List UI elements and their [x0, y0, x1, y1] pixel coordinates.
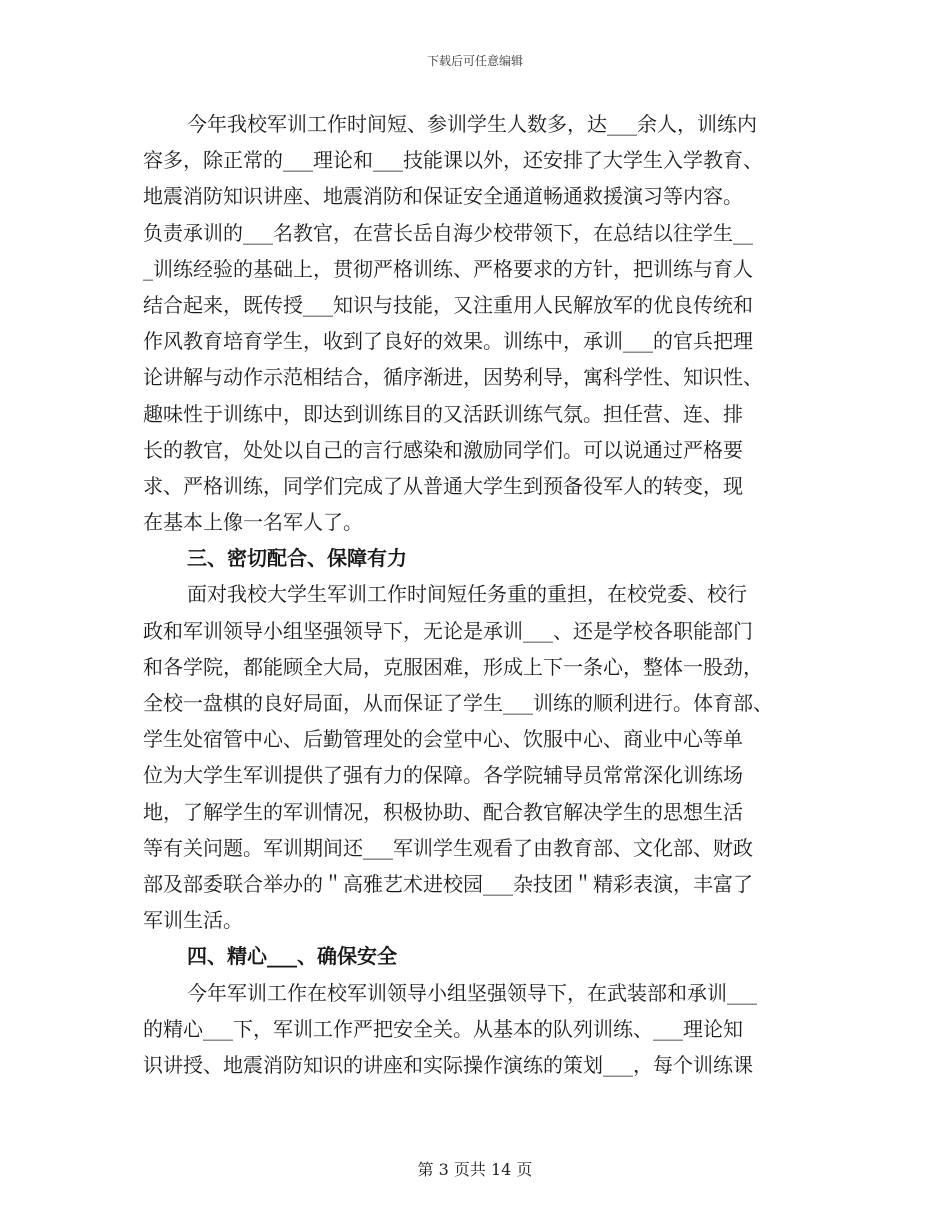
text-line: 位为大学生军训提供了强有力的保障。各学院辅导员常常深化训练场: [143, 763, 743, 788]
text-line: 结合起来，既传授___知识与技能，又注重用人民解放军的优良传统和: [143, 292, 753, 317]
text-line: 在基本上像一名军人了。: [143, 510, 363, 535]
paragraph-1: [143, 106, 823, 540]
text-line: 面对我校大学生军训工作时间短任务重的重担，在校党委、校行: [187, 582, 747, 607]
section-heading: 三、密切配合、保障有力: [187, 546, 407, 571]
text-line: 论讲解与动作示范相结合，循序渐进，因势利导，寓科学性、知识性、: [143, 365, 763, 390]
paragraph-3: [143, 975, 823, 1084]
text-line: 政和军训领导小组坚强领导下，无论是承训___、还是学校各职能部门: [143, 618, 753, 643]
text-line: 识讲授、地震消防知识的讲座和实际操作演练的策划___，每个训练课: [143, 1052, 753, 1077]
text-line: 军训生活。: [143, 908, 243, 933]
section-heading: 四、精心___、确保安全: [187, 944, 397, 969]
document-body: [143, 106, 823, 1083]
text-line: 等有关问题。军训期间还___军训学生观看了由教育部、文化部、财政: [143, 835, 753, 860]
text-line: 长的教官，处处以自己的言行感染和激励同学们。可以说通过严格要: [143, 437, 743, 462]
text-line: 容多，除正常的___理论和___技能课以外，还安排了大学生入学教育、: [143, 148, 763, 173]
page-header: 下载后可任意编辑: [426, 54, 523, 68]
text-line: 今年我校军训工作时间短、参训学生人数多，达___余人，训练内: [187, 112, 757, 136]
page-number: 第 3 页共 14 页: [417, 1160, 533, 1179]
text-line: 学生处宿管中心、后勤管理处的会堂中心、饮服中心、商业中心等单: [143, 727, 743, 752]
text-line: 部及部委联合举办的＂高雅艺术进校园___杂技团＂精彩表演，丰富了: [143, 871, 753, 896]
text-line: 负责承训的___名教官，在营长岳自海少校带领下，在总结以往学生__: [143, 220, 753, 245]
text-line: 和各学院，都能顾全大局，克服困难，形成上下一条心，整体一股劲，: [143, 654, 763, 679]
text-line: 作风教育培育学生，收到了良好的效果。训练中，承训___的官兵把理: [143, 329, 753, 354]
text-line: _训练经验的基础上，贯彻严格训练、严格要求的方针，把训练与育人: [143, 256, 753, 281]
text-line: 地震消防知识讲座、地震消防和保证安全通道畅通救援演习等内容。: [143, 184, 743, 209]
text-line: 求、严格训练，同学们完成了从普通大学生到预备役军人的转变，现: [143, 473, 743, 498]
text-line: 今年军训工作在校军训领导小组坚强领导下，在武装部和承训___: [187, 980, 757, 1005]
text-line: 趣味性于训练中，即达到训练目的又活跃训练气氛。担任营、连、排: [143, 401, 743, 426]
text-line: 的精心___下，军训工作严把安全关。从基本的队列训练、___理论知: [143, 1016, 743, 1041]
paragraph-2: [143, 576, 823, 938]
text-line: 地，了解学生的军训情况，积极协助、配合教官解决学生的思想生活: [143, 799, 743, 824]
text-line: 全校一盘棋的良好局面，从而保证了学生___训练的顺利进行。体育部、: [143, 691, 773, 715]
